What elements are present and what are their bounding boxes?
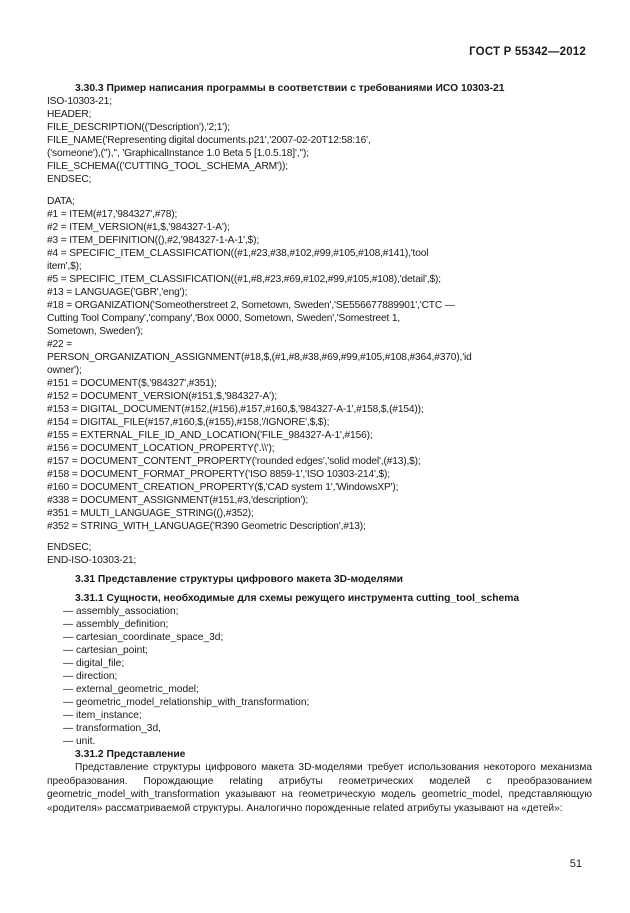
code-line: #4 = SPECIFIC_ITEM_CLASSIFICATION((#1,#23,#38,#102,#99,#105,#108,#141),'tool	[47, 247, 429, 259]
code-line: #153 = DIGITAL_DOCUMENT(#152,(#156),#157,#160,$,'984327-A-1',#158,$,(#154));	[47, 403, 424, 415]
code-line: ENDSEC;	[47, 174, 92, 185]
code-line: END-ISO-10303-21;	[47, 555, 137, 566]
page-number: 51	[569, 858, 582, 870]
code-line: FILE_SCHEMA(('CUTTING_TOOL_SCHEMA_ARM'));	[47, 161, 288, 172]
list-item: — external_geometric_model;	[63, 684, 199, 695]
code-line: #154 = DIGITAL_FILE(#157,#160,$,(#155),#158,'/IGNORE',$,$);	[47, 416, 330, 428]
code-line: #3 = ITEM_DEFINITION((),#2,'984327-1-A-1',$);	[47, 234, 259, 246]
code-line: Cutting Tool Company','company','Box 0000, Sometown, Sweden','Somestreet 1,	[47, 312, 401, 324]
list-item: — transformation_3d,	[63, 723, 161, 734]
list-item: — unit.	[63, 736, 96, 747]
code-line: #158 = DOCUMENT_FORMAT_PROPERTY('ISO 8859-1','ISO 10303-214',$);	[47, 468, 390, 480]
code-line: #18 = ORGANIZATION('Someotherstreet 2, Sometown, Sweden','SE556677889901','CTC —	[47, 299, 455, 311]
code-block-data	[47, 195, 592, 533]
code-line: #13 = LANGUAGE('GBR','eng');	[47, 286, 188, 298]
code-line: DATA;	[47, 195, 75, 207]
code-line: #22 =	[47, 338, 73, 350]
code-line: PERSON_ORGANIZATION_ASSIGNMENT(#18,$,(#1,#8,#38,#69,#99,#105,#108,#364,#370),'id	[47, 351, 472, 363]
code-line: #160 = DOCUMENT_CREATION_PROPERTY($,'CAD system 1','WindowsXP');	[47, 481, 399, 493]
list-item: — direction;	[63, 671, 118, 682]
list-item: — item_instance;	[63, 710, 142, 721]
paragraph-text: Представление структуры цифрового макета 3D-моделями требует использования некоторого механизма преобразования. Порождающие relating атрибуты геометрических моделей с преобразованием geometric_model_with_transformation указывают на геометрическую модель geometric_model, представляющую «родителя» рассматриваемой структуры. Аналогично порожденные related атрибуты указывают на «детей»:	[47, 762, 592, 814]
heading-3-31-2: 3.31.2 Представление	[75, 749, 186, 760]
code-line: #5 = SPECIFIC_ITEM_CLASSIFICATION((#1,#8,#23,#69,#102,#99,#105,#108),'detail',$);	[47, 273, 441, 285]
list-item: — cartesian_coordinate_space_3d;	[63, 632, 224, 643]
code-line: #157 = DOCUMENT_CONTENT_PROPERTY('rounded edges','solid model',(#13),$);	[47, 455, 421, 467]
code-line: Sometown, Sweden');	[47, 325, 143, 337]
heading-3-31-1: 3.31.1 Сущности, необходимые для схемы режущего инструмента cutting_tool_schema	[75, 593, 520, 604]
code-block-end	[47, 541, 592, 567]
code-line: ENDSEC;	[47, 542, 92, 553]
list-item: — geometric_model_relationship_with_transformation;	[63, 697, 310, 708]
list-item: — assembly_definition;	[63, 619, 169, 630]
code-line: #1 = ITEM(#17,'984327',#78);	[47, 208, 178, 220]
standard-header: ГОСТ Р 55342—2012	[469, 46, 586, 58]
code-line: HEADER;	[47, 109, 92, 120]
entity-list	[47, 605, 592, 748]
code-line: item',$);	[47, 260, 82, 272]
code-line: #152 = DOCUMENT_VERSION(#151,$,'984327-A');	[47, 390, 277, 402]
page-content	[47, 82, 592, 815]
paragraph-representation	[47, 761, 592, 815]
list-item: — cartesian_point;	[63, 645, 148, 656]
code-line: #2 = ITEM_VERSION(#1,$,'984327-1-A');	[47, 221, 230, 233]
code-line: #351 = MULTI_LANGUAGE_STRING((),#352);	[47, 507, 254, 519]
code-line: #156 = DOCUMENT_LOCATION_PROPERTY('.\\');	[47, 442, 275, 454]
heading-3-31: 3.31 Представление структуры цифрового макета 3D-моделями	[75, 574, 403, 585]
code-line: #352 = STRING_WITH_LANGUAGE('R390 Geometric Description',#13);	[47, 520, 366, 532]
code-line: #155 = EXTERNAL_FILE_ID_AND_LOCATION('FILE_984327-A-1',#156);	[47, 429, 373, 441]
heading-3-30-3: 3.30.3 Пример написания программы в соответствии с требованиями ИСО 10303-21	[75, 83, 505, 94]
code-line: FILE_DESCRIPTION(('Description'),'2;1');	[47, 122, 230, 133]
code-block-header	[47, 95, 592, 186]
code-line: ISO-10303-21;	[47, 96, 112, 107]
list-item: — assembly_association;	[63, 606, 179, 617]
code-line: FILE_NAME('Representing digital documents.p21','2007-02-20T12:58:16',	[47, 135, 371, 146]
code-line: ('someone'),(''),'', 'GraphicalInstance 1.0 Beta 5 [1.0.5.18]','');	[47, 148, 309, 159]
code-line: #338 = DOCUMENT_ASSIGNMENT(#151,#3,'description');	[47, 494, 309, 506]
list-item: — digital_file;	[63, 658, 125, 669]
code-line: owner');	[47, 364, 82, 376]
code-line: #151 = DOCUMENT($,'984327',#351);	[47, 377, 217, 389]
